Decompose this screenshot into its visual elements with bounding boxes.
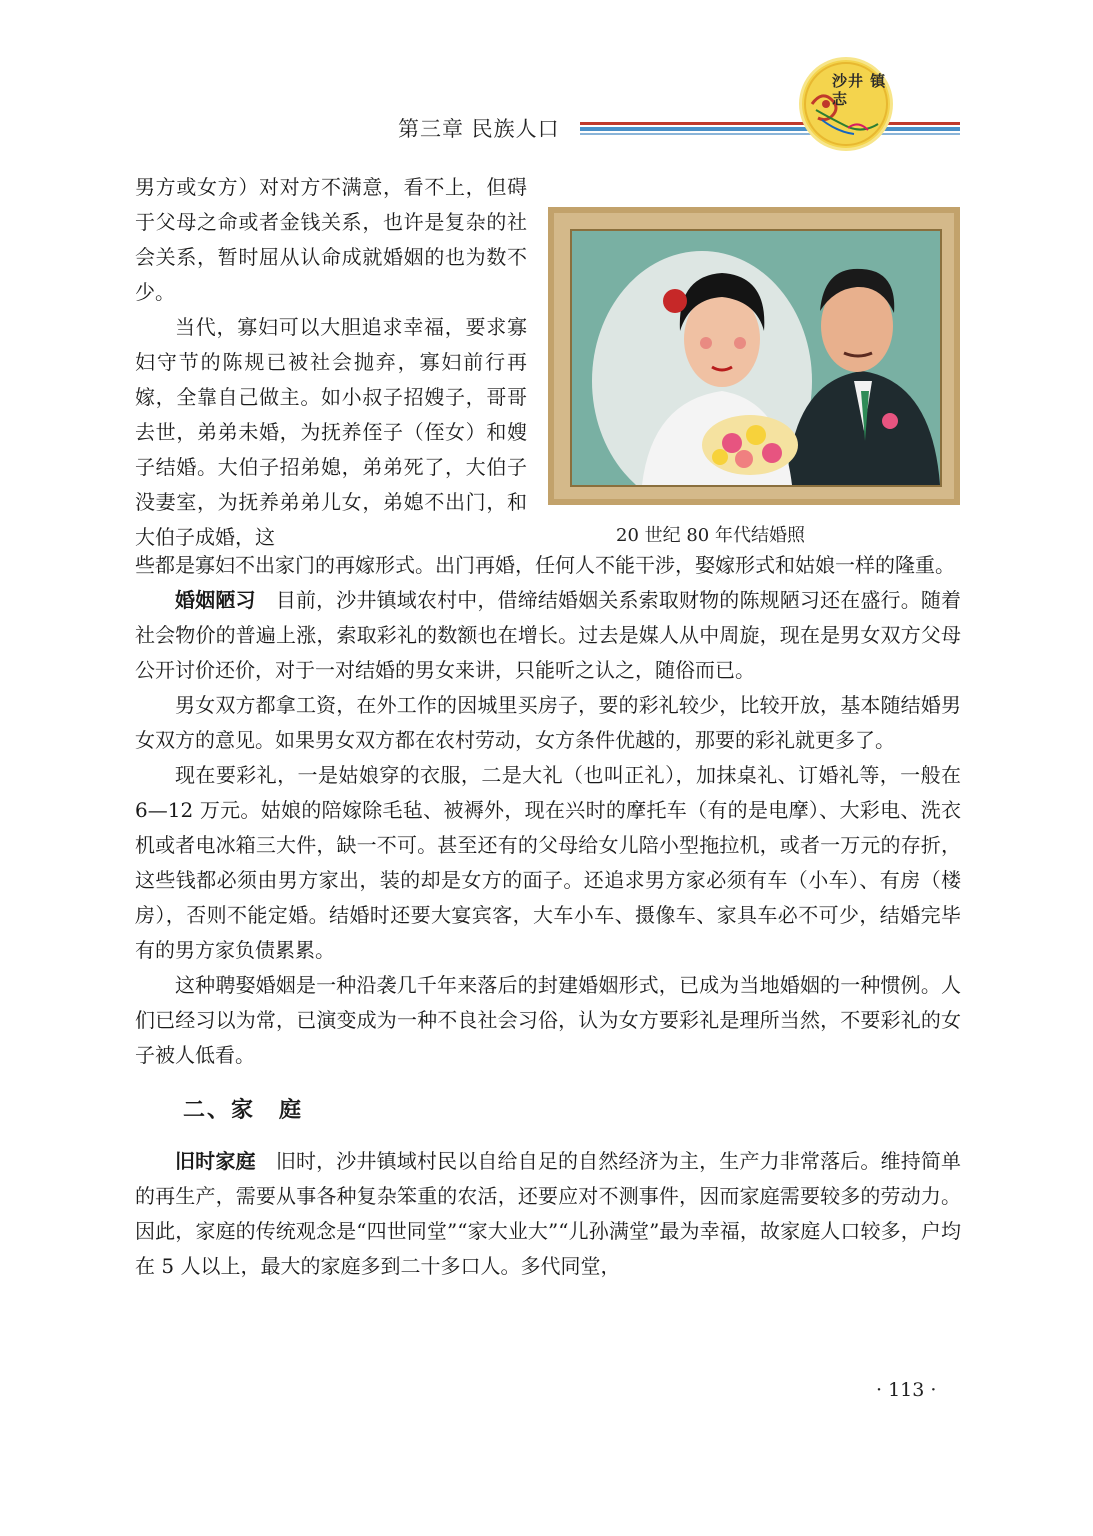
wedding-couple-image [572,231,940,485]
paragraph: 这种聘娶婚姻是一种沿袭几千年来落后的封建婚姻形式，已成为当地婚姻的一种惯例。人们已经习以为常，已演变成为一种不良社会习俗，认为女方要彩礼是理所当然，不要彩礼的女子被人低看。 [135,973,961,1067]
wedding-photo [570,229,942,487]
page-number: · 113 · [876,1379,937,1401]
logo-title: 沙井 镇志 [832,72,887,108]
photo-caption: 20 世纪 80 年代结婚照 [616,525,805,546]
chapter-title: 第三章 民族人口 [398,117,560,141]
old-family-paragraph [135,1144,961,1284]
wedding-photo-frame [548,207,960,505]
paragraph-lead: 旧时家庭 [175,1149,256,1173]
paragraph-text: 旧时，沙井镇域村民以自给自足的自然经济为主，生产力非常落后。维持简单的再生产，需要从事各种复杂笨重的农活，还要应对不测事件，因而家庭需要较多的劳动力。因此，家庭的传统观念是“四世同堂”“家大业大”“儿孙满堂”最为幸福，故家庭人口较多，户均在 5 人以上，最大的家庭多到二十多口人。多代同堂， [135,1149,962,1278]
paragraph: 现在要彩礼，一是姑娘穿的衣服，二是大礼（也叫正礼），加抹桌礼、订婚礼等，一般在 6—12 万元。姑娘的陪嫁除毛毡、被褥外，现在兴时的摩托车（有的是电摩）、大彩电、洗衣机或者电冰箱三大件，缺一不可。甚至还有的父母给女儿陪小型拖拉机，或者一万元的存折，这些钱都必须由男方家出，装的却是女方的面子。还追求男方家必须有车（小车）、有房（楼房），否则不能定婚。结婚时还要大宴宾客，大车小车、摄像车、家具车必不可少，结婚完毕有的男方家负债累累。 [135,763,961,962]
paragraph-text: 目前，沙井镇域农村中，借缔结婚姻关系索取财物的陈规陋习还在盛行。随着社会物价的普遍上涨，索取彩礼的数额也在增长。过去是媒人从中周旋，现在是男女双方父母公开讨价还价，对于一对结婚的男女来讲，只能听之认之，随俗而已。 [135,588,962,682]
header-rule-lightblue [580,133,960,135]
header-rule-red [580,122,960,125]
town-gazetteer-logo [802,60,890,148]
narrow-text-column [135,170,527,555]
paragraph: 男女双方都拿工资，在外工作的因城里买房子，要的彩礼较少，比较开放，基本随结婚男女双方的意见。如果男女双方都在农村劳动，女方条件优越的，那要的彩礼就更多了。 [135,693,961,752]
marriage-custom-paragraph [135,583,961,688]
full-width-text [135,548,961,1284]
paragraph-lead: 婚姻陋习 [175,588,256,612]
header-rule-blue [580,127,960,131]
paragraph: 当代，寡妇可以大胆追求幸福，要求寡妇守节的陈规已被社会抛弃，寡妇前行再嫁，全靠自己做主。如小叔子招嫂子，哥哥去世，弟弟未婚，为抚养侄子（侄女）和嫂子结婚。大伯子招弟媳，弟弟死了，大伯子没妻室，为抚养弟弟儿女，弟媳不出门，和大伯子成婚，这 [135,315,527,549]
paragraph: 些都是寡妇不出家门的再嫁形式。出门再婚，任何人不能干涉，娶嫁形式和姑娘一样的隆重。 [135,553,955,577]
section-heading: 二、家 庭 [183,1098,304,1123]
paragraph: 男方或女方）对对方不满意，看不上，但碍于父母之命或者金钱关系，也许是复杂的社会关系，暂时屈从认命成就婚姻的也为数不少。 [135,175,527,304]
